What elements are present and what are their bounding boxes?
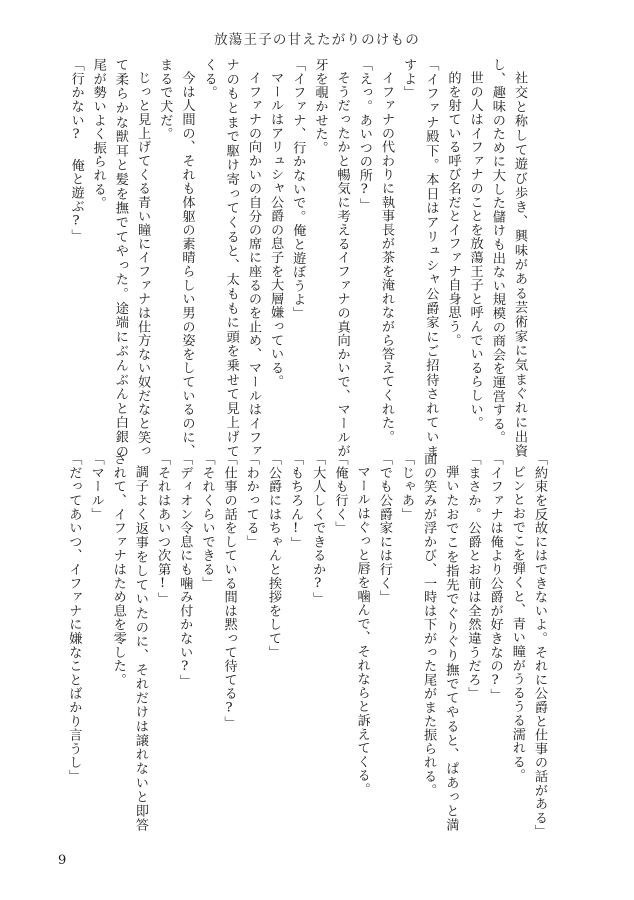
paragraph: 「約束を反故にはできないよ。それに公爵と仕事の話がある」	[532, 452, 547, 839]
paragraph: 「イファナ殿下。本日はアリュシャ公爵家にご招待されていますよ」	[401, 58, 439, 458]
paragraph: 的を射ている呼び名だとイファナ自身思う。	[445, 71, 461, 348]
paragraph: 「マール」	[88, 452, 104, 521]
paragraph: 「だってあいつ、イファナに嫌なことばかり言うし」	[66, 452, 82, 784]
running-head-title: 放蕩王子の甘えたがりのけもの	[214, 32, 420, 48]
paragraph: イファナの向かいの自分の席に座るのを止め、マールはイファナのもとまで駆け寄ってくると、太ももに頭を乗せて見上げてくる。	[201, 58, 261, 458]
paragraph: 「まさか。公爵とお前は全然違うだろ」	[465, 452, 481, 701]
paragraph: 「でも公爵家には行く」	[376, 452, 392, 604]
paragraph: 「イファナ、行かないで。俺と遊ぼうよ」	[290, 58, 306, 321]
paragraph: 「ディオン令息にも噛み付かない?」	[177, 452, 193, 689]
body-text-block-one	[68, 58, 530, 458]
body-text-block-two	[66, 452, 550, 839]
paragraph: 「わかってる」	[243, 452, 259, 549]
paragraph: 「それくらいできる」	[199, 452, 215, 590]
page-number: 9	[58, 853, 67, 868]
paragraph: 「もちろん!」	[288, 452, 304, 551]
paragraph: マールはぐっと唇を噛んで、それならと訴えてくる。	[354, 465, 370, 797]
paragraph: 弾いたおでこを指先でぐりぐり撫でてやると、ぱあっと満面の笑みが浮かび、一時は下がった尾がまた振られる。	[421, 452, 459, 832]
paragraph: 「仕事の話をしている間は黙って待てる?」	[221, 452, 237, 730]
paragraph: 「えっ。あいつの所?」	[356, 58, 372, 212]
paragraph: 調子よく返事をしていたのに、それだけは譲れないと即答されて、イファナはため息を零した。	[110, 452, 148, 832]
paragraph: イファナの代わりに執事長が茶を淹れながら答えてくれた。	[378, 71, 394, 444]
paragraph: 「俺も行く」	[332, 452, 348, 535]
paragraph: じっと見上げてくる青い瞳にイファナは仕方ない奴だなと笑って柔らかな獣耳と髪を撫でてやった。途端にぶんぶんと白銀の尾が勢いよく振られる。	[90, 58, 151, 458]
paragraph: マールはアリュシャ公爵の息子を大層嫌っている。	[268, 71, 284, 389]
paragraph: ピンとおでこを弾くと、青い瞳がうるうる濡れる。	[509, 465, 525, 783]
paragraph: 世の人はイファナのことを放蕩王子と呼んでいるらしい。	[467, 71, 483, 430]
paragraph: 「大人しくできるか?」	[310, 452, 326, 606]
paragraph: 今は人間の、それも体躯の素晴らしい男の姿をしているのに、まるで犬だ。	[157, 58, 195, 458]
paragraph: 「それはあいつ次第!」	[155, 452, 171, 606]
paragraph: 「行かない? 俺と遊ぶ?」	[68, 58, 84, 243]
paragraph: 「じゃあ」	[398, 452, 414, 521]
paragraph: 「公爵にはちゃんと挨拶をして」	[265, 452, 281, 659]
paragraph: 社交と称して遊び歩き、興味がある芸術家に気まぐれに出資し、趣味のために大した儲けも出ない規模の商会を運営する。	[489, 58, 527, 458]
paragraph: 「イファナは俺より公爵が好きなの?」	[487, 452, 503, 703]
paragraph: そうだったかと暢気に考えるイファナの真向かいで、マールが牙を覗かせた。	[312, 58, 350, 458]
